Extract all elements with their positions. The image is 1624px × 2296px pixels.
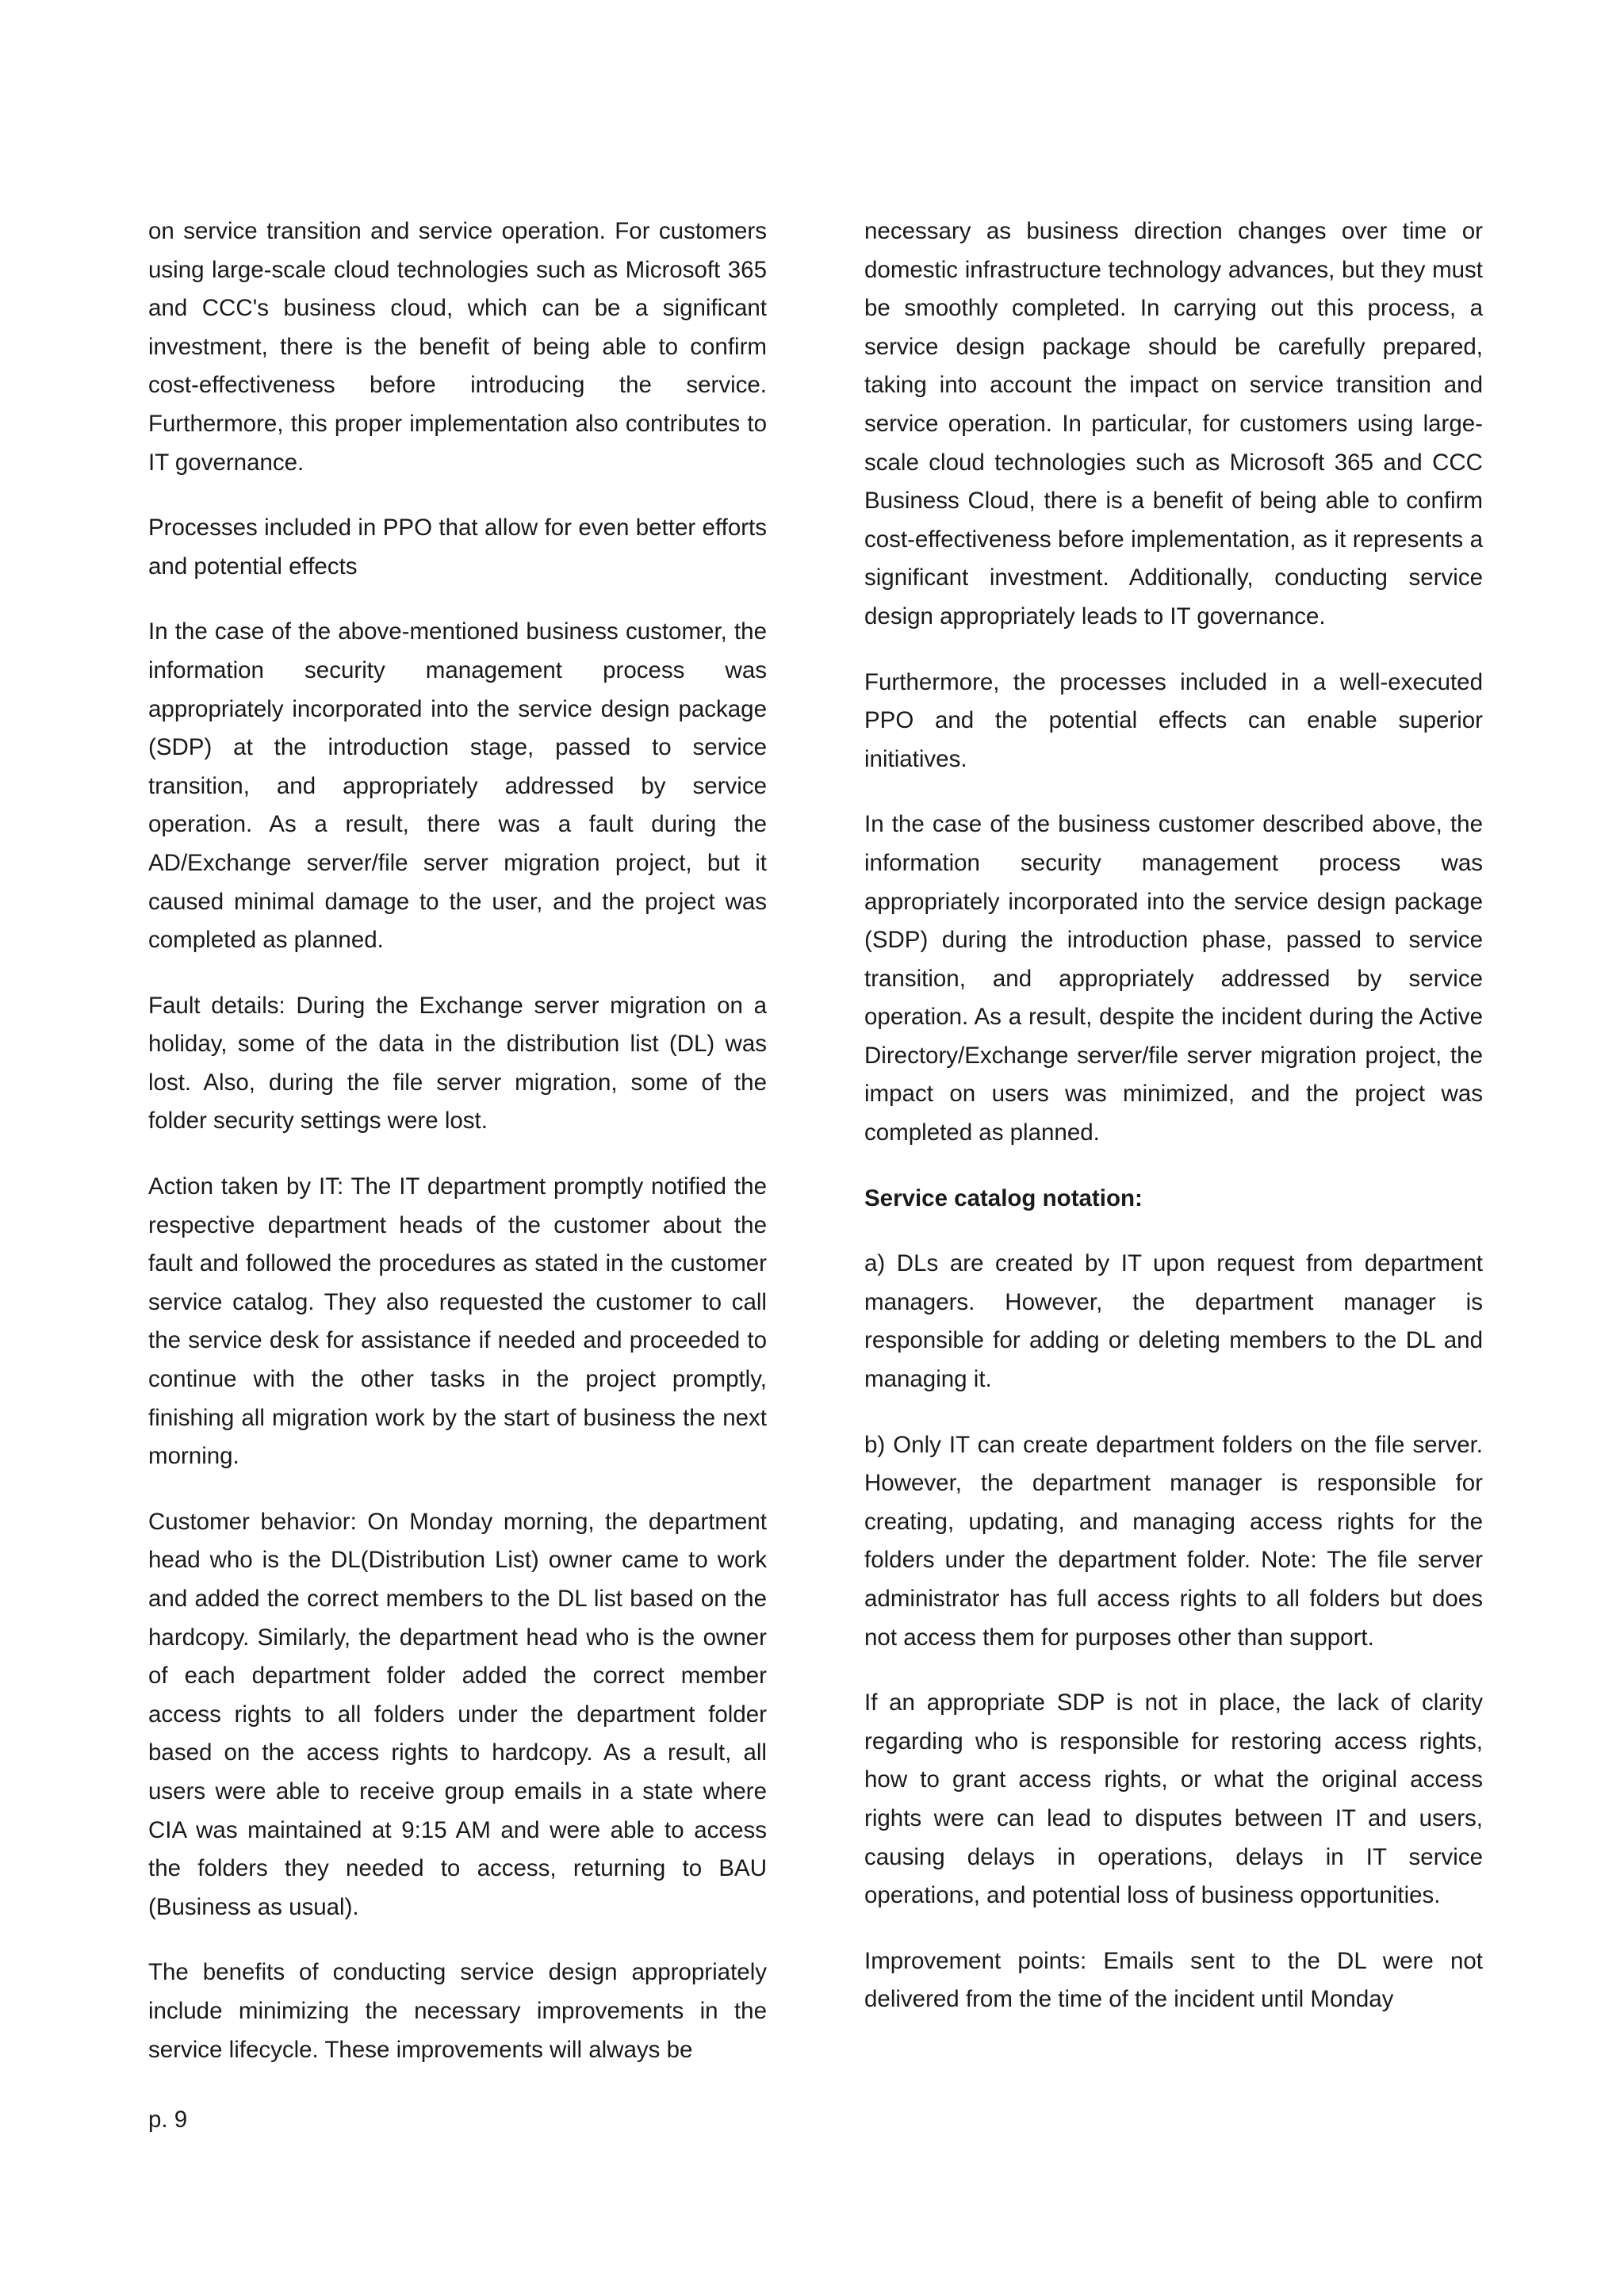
- paragraph-right-5: b) Only IT can create department folders on the file server. However, the department manager is responsible for creating, updating, and managing access rights for the folders under the department folder. Note: The file server administrator has full access rights to all folders but does not access them for purposes other than support.: [864, 1431, 1483, 1651]
- paragraph-left-7: The benefits of conducting service design appropriately include minimizing the necessary improvements in the service lifecycle. These improvements will always be: [148, 1959, 767, 2063]
- paragraph-right-1: necessary as business direction changes over time or domestic infrastructure technology advances, but they must be smoothly completed. In carrying out this process, a service design package should be carefully prepared, taking into account the impact on service transition and service operation. In particular, for customers using large-scale cloud technologies such as Microsoft 365 and CCC Business Cloud, there is a benefit of being able to confirm cost-effectiveness before implementation, as it represents a significant investment. Additionally, conducting service design appropriately leads to IT governance.: [864, 218, 1483, 629]
- paragraph-left-4: Fault details: During the Exchange server migration on a holiday, some of the data in the distribution list (DL) was lost. Also, during the file server migration, some of the folder security settings were lost.: [148, 992, 767, 1135]
- paragraph-left-3: In the case of the above-mentioned business customer, the information security management process was appropriately incorporated into the service design package (SDP) at the introduction stage, passed to service transition, and appropriately addressed by service operation. As a result, there was a fault during the AD/Exchange server/file server migration project, but it caused minimal damage to the user, and the project was completed as planned.: [148, 618, 767, 954]
- paragraph-right-6: If an appropriate SDP is not in place, the lack of clarity regarding who is responsible for restoring access rights, how to grant access rights, or what the original access rights were can lead to disputes between IT and users, causing delays in operations, delays in IT service operations, and potential loss of business opportunities.: [864, 1689, 1483, 1909]
- paragraph-right-2: Furthermore, the processes included in a well-executed PPO and the potential effects can enable superior initiatives.: [864, 668, 1483, 772]
- paragraph-left-2: Processes included in PPO that allow for even better efforts and potential effects: [148, 515, 767, 580]
- paragraph-left-1: on service transition and service operation. For customers using large-scale cloud technologies such as Microsoft 365 and CCC's business cloud, which can be a significant investment, there is the benefit of being able to confirm cost-effectiveness before introducing the service. Furthermore, this proper implementation also contributes to IT governance.: [148, 218, 767, 476]
- paragraph-left-6: Customer behavior: On Monday morning, the department head who is the DL(Distribution List) owner came to work and added the correct members to the DL list based on the hardcopy. Similarly, the department head who is the owner of each department folder added the correct member access rights to all folders under the department folder based on the access rights to hardcopy. As a result, all users were able to receive group emails in a state where CIA was maintained at 9:15 AM and were able to access the folders they needed to access, returning to BAU (Business as usual).: [148, 1508, 767, 1920]
- left-column: [148, 212, 767, 2096]
- paragraph-right-4: a) DLs are created by IT upon request from department managers. However, the department manager is responsible for adding or deleting members to the DL and managing it.: [864, 1250, 1483, 1393]
- paragraph-left-5: Action taken by IT: The IT department promptly notified the respective department heads of the customer about the fault and followed the procedures as stated in the customer service catalog. They also requested the customer to call the service desk for assistance if needed and proceeded to continue with the other tasks in the project promptly, finishing all migration work by the start of business the next morning.: [148, 1173, 767, 1470]
- paragraph-right-3: In the case of the business customer described above, the information security management process was appropriately incorporated into the service design package (SDP) during the introduction phase, passed to service transition, and appropriately addressed by service operation. As a result, despite the incident during the Active Directory/Exchange server/file server migration project, the impact on users was minimized, and the project was completed as planned.: [864, 811, 1483, 1146]
- paragraph-right-7: Improvement points: Emails sent to the DL were not delivered from the time of the incident until Monday: [864, 1947, 1483, 2013]
- right-column: [864, 212, 1483, 2046]
- page-number: p. 9: [148, 2107, 188, 2133]
- section-heading: Service catalog notation:: [864, 1184, 1143, 1211]
